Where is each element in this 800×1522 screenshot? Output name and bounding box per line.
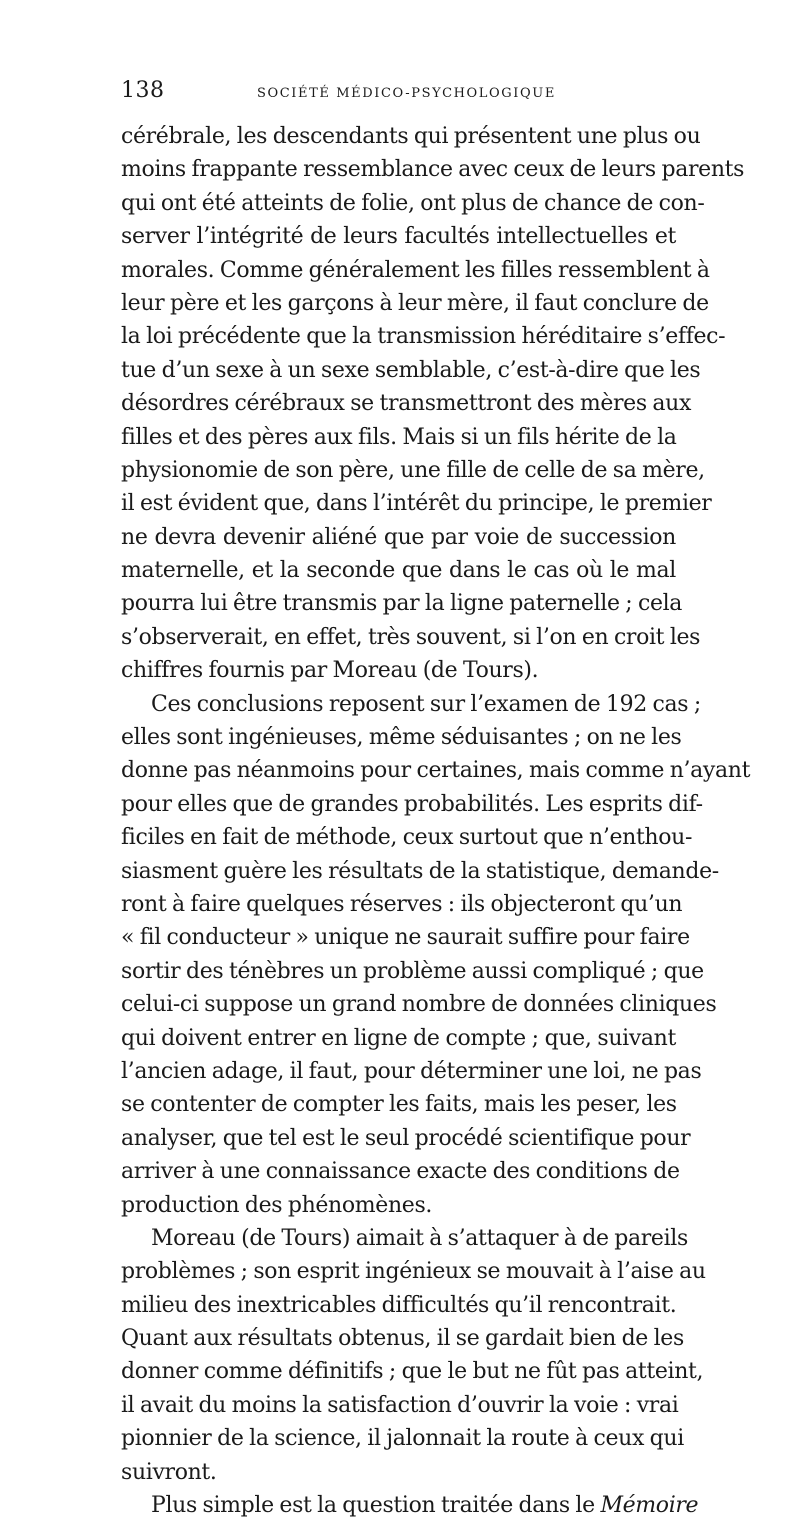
text-line: désordres cérébraux se transmettront des mères aux (121, 391, 692, 417)
book-page (121, 78, 751, 1522)
page-header (121, 78, 676, 112)
text-line: problèmes ; son esprit ingénieux se mouvait à l’aise au (121, 1259, 706, 1285)
text-line: maternelle, et la seconde que dans le cas où le mal (121, 558, 676, 584)
text-line: pour elles que de grandes probabilités. Les esprits dif- (121, 791, 703, 817)
text-line: s’observerait, en effet, très souvent, si l’on en croit les (121, 624, 701, 650)
text-line: arriver à une connaissance exacte des conditions de (121, 1159, 680, 1185)
text-line: server l’intégrité de leurs facultés intellectuelles et (121, 224, 676, 250)
text-line: analyser, que tel est le seul procédé scientifique pour (121, 1125, 691, 1151)
text-line: siasment guère les résultats de la statistique, demande- (121, 858, 719, 884)
italic-word: Mémoire (600, 1493, 699, 1519)
text-line: donner comme définitifs ; que le but ne fût pas atteint, (121, 1359, 704, 1385)
text-line: se contenter de compter les faits, mais les peser, les (121, 1092, 677, 1118)
text-line: cérébrale, les descendants qui présentent une plus ou (121, 124, 701, 149)
text-line: moins frappante ressemblance avec ceux de leurs parents (121, 157, 745, 183)
text-line: elles sont ingénieuses, même séduisantes ; on ne les (121, 725, 682, 751)
text-line: morales. Comme généralement les filles ressemblent à (121, 257, 710, 283)
paragraph-start-line: Moreau (de Tours) aimait à s’attaquer à de pareils (151, 1225, 688, 1251)
paragraph-end-line: production des phénomènes. (121, 1192, 433, 1218)
text-line: Quant aux résultats obtenus, il se gardait bien de les (121, 1326, 684, 1352)
page-number: 138 (121, 78, 165, 103)
body-text (121, 120, 751, 1522)
text-line: « fil conducteur » unique ne saurait suffire pour faire (121, 925, 690, 951)
text-line: la loi précédente que la transmission héréditaire s’effec- (121, 324, 726, 350)
text-line: il est évident que, dans l’intérêt du principe, le premier (121, 491, 712, 517)
text-line: celui-ci suppose un grand nombre de données cliniques (121, 992, 717, 1018)
text-line: il avait du moins la satisfaction d’ouvrir la voie : vrai (121, 1392, 679, 1418)
paragraph-start-line: Ces conclusions reposent sur l’examen de 192 cas ; (151, 691, 701, 717)
text-line: qui doivent entrer en ligne de compte ; que, suivant (121, 1025, 676, 1051)
paragraph-end-line: suivront. (121, 1459, 217, 1485)
paragraph-start-line (121, 1489, 699, 1522)
text-line: pionnier de la science, il jalonnait la route à ceux qui (121, 1426, 684, 1452)
text-line: milieu des inextricables difficultés qu’il rencontrait. (121, 1292, 677, 1318)
text-line: tue d’un sexe à un sexe semblable, c’est-à-dire que les (121, 357, 701, 383)
line-text: Plus simple est la question traitée dans le (151, 1493, 595, 1519)
text-line: l’ancien adage, il faut, pour déterminer une loi, ne pas (121, 1058, 702, 1084)
text-line: ne devra devenir aliéné que par voie de succession (121, 524, 676, 550)
text-line: ront à faire quelques réserves : ils objecteront qu’un (121, 891, 683, 917)
running-head: SOCIÉTÉ MÉDICO-PSYCHOLOGIQUE (257, 86, 556, 101)
text-line: filles et des pères aux fils. Mais si un fils hérite de la (121, 424, 677, 450)
text-line: donne pas néanmoins pour certaines, mais comme n’ayant (121, 758, 751, 784)
text-line: leur père et les garçons à leur mère, il faut conclure de (121, 290, 709, 316)
text-line: ficiles en fait de méthode, ceux surtout que n’enthou- (121, 825, 693, 851)
text-line: qui ont été atteints de folie, ont plus de chance de con- (121, 190, 705, 216)
text-line: pourra lui être transmis par la ligne paternelle ; cela (121, 591, 683, 617)
text-line: sortir des ténèbres un problème aussi compliqué ; que (121, 958, 704, 984)
text-line: physionomie de son père, une fille de celle de sa mère, (121, 457, 705, 483)
paragraph-end-line: chiffres fournis par Moreau (de Tours). (121, 658, 539, 684)
